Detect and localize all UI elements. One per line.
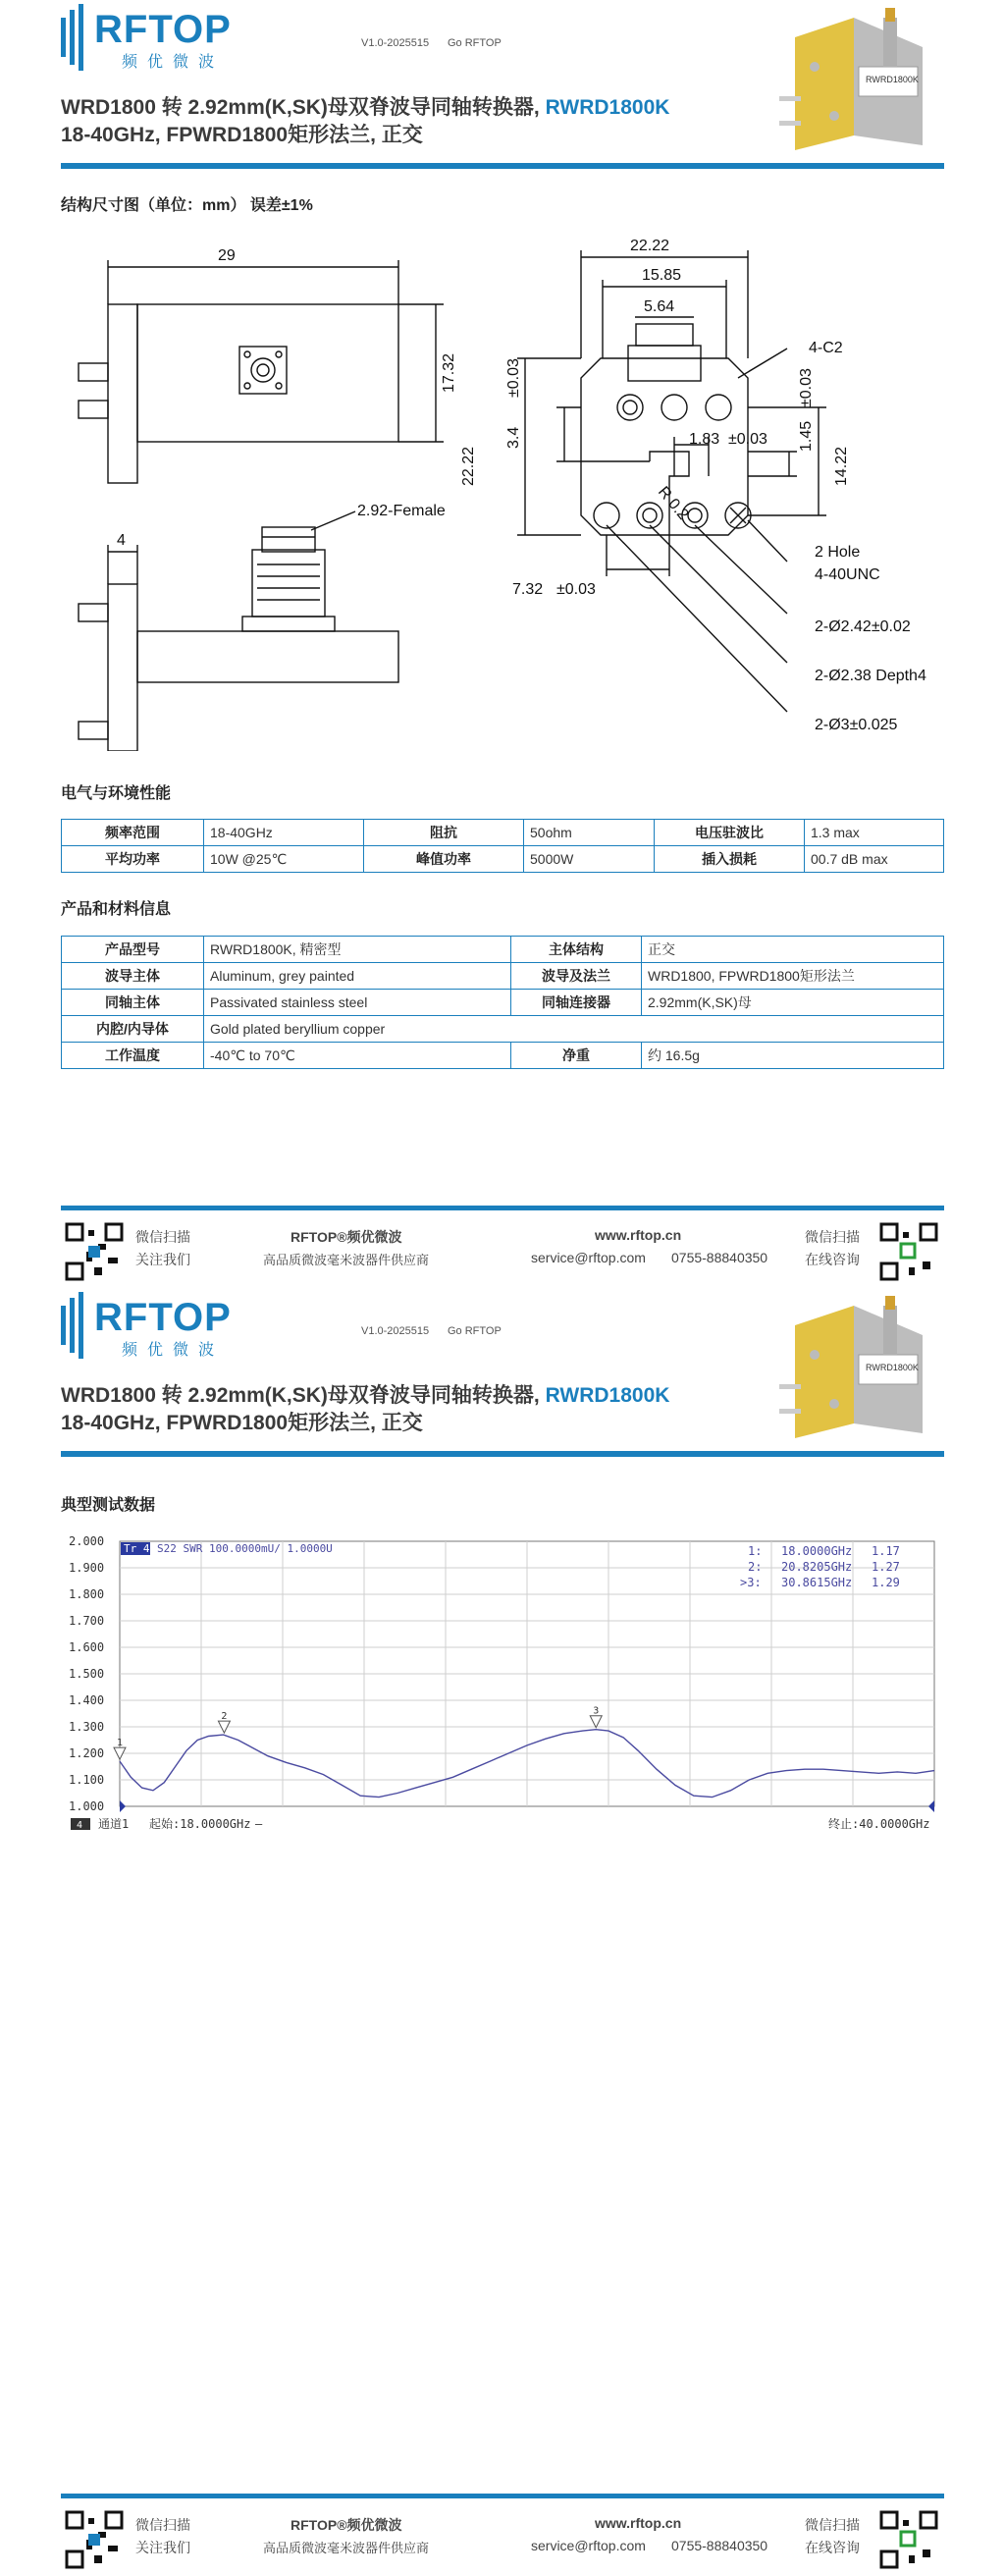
- title-prefix: WRD1800 转 2.92mm(K,SK)母双脊波导同轴转换器,: [61, 1384, 546, 1407]
- wechat-line2: 关注我们: [135, 2540, 190, 2555]
- marker-id: 1:: [748, 1544, 763, 1558]
- cell: 50ohm: [524, 820, 655, 846]
- marker-value: 1.27: [872, 1560, 900, 1574]
- slogan: 高品质微波毫米波器件供应商: [263, 2541, 430, 2555]
- version: V1.0-2025515: [361, 37, 430, 49]
- dim-1-45: 1.45: [798, 420, 815, 452]
- trace-label: S22 SWR 100.0000mU/ 1.0000U: [157, 1542, 333, 1555]
- electrical-title: 电气与环境性能: [61, 785, 172, 802]
- y-tick-label: 1.700: [69, 1614, 105, 1628]
- dim-15-85: 15.85: [642, 267, 682, 284]
- cell: 峰值功率: [364, 846, 524, 873]
- cell: 正交: [642, 937, 944, 963]
- cell: 18-40GHz: [204, 820, 364, 846]
- cell: 阻抗: [364, 820, 524, 846]
- marker-freq: 20.8205GHz: [781, 1560, 853, 1574]
- table-row: [62, 1043, 944, 1069]
- cell: 波导主体: [62, 963, 204, 990]
- cell: 2.92mm(K,SK)母: [642, 990, 944, 1016]
- y-tick-label: 1.000: [69, 1799, 105, 1813]
- product-label: RWRD1800K: [866, 1363, 919, 1372]
- y-tick-label: 1.400: [69, 1693, 105, 1707]
- y-tick-label: 1.500: [69, 1667, 105, 1681]
- consult-line2: 在线咨询: [805, 1252, 860, 1267]
- qr-code-icon[interactable]: [879, 2510, 938, 2569]
- trace-tag: Tr 4: [124, 1542, 150, 1555]
- dim-29: 29: [218, 247, 236, 264]
- cell: 插入损耗: [655, 846, 805, 873]
- cell: 主体结构: [511, 937, 642, 963]
- logo-text: RFTOP: [94, 1296, 232, 1339]
- y-tick-label: 1.900: [69, 1561, 105, 1575]
- cell: 10W @25℃: [204, 846, 364, 873]
- version: V1.0-2025515: [361, 1325, 430, 1337]
- cell: Passivated stainless steel: [204, 990, 511, 1016]
- logo-cn: 频优微波: [122, 54, 225, 71]
- logo-mark-icon: [61, 4, 90, 73]
- marker-freq: 18.0000GHz: [781, 1544, 853, 1558]
- marker-value: 1.17: [872, 1544, 900, 1558]
- product-label: RWRD1800K: [866, 75, 919, 84]
- dim-unc: 4-40UNC: [815, 566, 880, 583]
- slogan: 高品质微波毫米波器件供应商: [263, 1253, 430, 1267]
- footer-bar: [61, 2494, 944, 2498]
- stop-freq: 终止:40.0000GHz: [828, 1817, 930, 1831]
- marker-value: 1.29: [872, 1576, 900, 1589]
- cell: 00.7 dB max: [805, 846, 944, 873]
- cell: 1.3 max: [805, 820, 944, 846]
- header-bar: [61, 163, 944, 169]
- dim-4: 4: [117, 532, 126, 549]
- y-tick-label: 1.100: [69, 1773, 105, 1787]
- electrical-table: [61, 819, 944, 873]
- dim-22-22a: 22.22: [630, 238, 670, 254]
- dim-1-83: 1.83: [689, 431, 720, 448]
- phone: 0755-88840350: [671, 1250, 768, 1265]
- table-row: [62, 820, 944, 846]
- dim-14-22: 14.22: [833, 446, 850, 486]
- dim-0-03-v: ±0.03: [798, 368, 815, 407]
- title-prefix: WRD1800 转 2.92mm(K,SK)母双脊波导同轴转换器,: [61, 96, 546, 119]
- site-link[interactable]: www.rftop.cn: [595, 2515, 682, 2531]
- logo-mark-icon: [61, 1292, 90, 1361]
- cell: Gold plated beryllium copper: [204, 1016, 944, 1043]
- page-title: [61, 1382, 669, 1410]
- dim-p3: 2-Ø3±0.025: [815, 717, 898, 733]
- y-tick-label: 1.600: [69, 1640, 105, 1654]
- dim-c2: 4-C2: [809, 340, 843, 356]
- marker-id: >3:: [740, 1576, 762, 1589]
- swr-chart: [61, 1531, 944, 1846]
- product-image: [775, 1296, 942, 1443]
- qr-code-icon[interactable]: [65, 1222, 124, 1281]
- structure-title: 结构尺寸图（单位：mm） 误差±1%: [61, 197, 313, 214]
- consult-line2: 在线咨询: [805, 2540, 860, 2555]
- table-row: [62, 846, 944, 873]
- cell: 内腔/内导体: [62, 1016, 204, 1043]
- page-subtitle: 18-40GHz, FPWRD1800矩形法兰, 正交: [61, 1412, 423, 1434]
- logo: [61, 4, 90, 78]
- dim-7-32: 7.32: [512, 581, 544, 598]
- brand: RFTOP®频优微波: [291, 1229, 402, 1245]
- dim-r02: R 0.2: [654, 483, 692, 523]
- y-tick-label: 1.200: [69, 1746, 105, 1760]
- wechat-line1: 微信扫描: [135, 2517, 190, 2533]
- dim-p242: 2-Ø2.42±0.02: [815, 618, 911, 635]
- structure-drawing: [61, 221, 944, 751]
- dim-5-64: 5.64: [644, 298, 675, 315]
- qr-code-icon[interactable]: [879, 1222, 938, 1281]
- table-row: [62, 963, 944, 990]
- test-title: 典型测试数据: [61, 1497, 156, 1514]
- brand: RFTOP®频优微波: [291, 2517, 402, 2533]
- logo-text: RFTOP: [94, 8, 232, 51]
- cell: -40℃ to 70℃: [204, 1043, 511, 1069]
- dim-3-4: 3.4: [505, 426, 522, 449]
- cell: 净重: [511, 1043, 642, 1069]
- cell: WRD1800, FPWRD1800矩形法兰: [642, 963, 944, 990]
- cell: 工作温度: [62, 1043, 204, 1069]
- range-dash: —: [255, 1817, 263, 1831]
- cell: 平均功率: [62, 846, 204, 873]
- table-row: [62, 990, 944, 1016]
- y-tick-label: 1.800: [69, 1587, 105, 1601]
- channel: 通道1: [98, 1817, 130, 1831]
- marker-freq: 30.8615GHz: [781, 1576, 853, 1589]
- table-row: [62, 937, 944, 963]
- dim-p238: 2-Ø2.38 Depth4: [815, 668, 926, 684]
- logo-cn: 频优微波: [122, 1342, 225, 1359]
- materials-title: 产品和材料信息: [61, 901, 172, 918]
- page-2: [0, 1288, 1005, 2576]
- cell: Aluminum, grey painted: [204, 963, 511, 990]
- start-freq: 起始:18.0000GHz: [149, 1817, 251, 1831]
- marker-label: 1: [117, 1738, 124, 1749]
- consult-line1: 微信扫描: [805, 2517, 860, 2533]
- channel-tag: 4: [77, 1820, 83, 1831]
- cell: 频率范围: [62, 820, 204, 846]
- cell: 约 16.5g: [642, 1043, 944, 1069]
- go-rftop: Go RFTOP: [448, 37, 502, 49]
- dim-female: 2.92-Female: [357, 503, 446, 519]
- header-bar: [61, 1451, 944, 1457]
- cell: 5000W: [524, 846, 655, 873]
- phone: 0755-88840350: [671, 2538, 768, 2553]
- page-subtitle: 18-40GHz, FPWRD1800矩形法兰, 正交: [61, 124, 423, 146]
- cell: RWRD1800K, 精密型: [204, 937, 511, 963]
- email-link[interactable]: service@rftop.com: [531, 2538, 646, 2553]
- logo: [61, 1292, 90, 1366]
- title-model: RWRD1800K: [545, 1384, 670, 1407]
- dim-22-22b: 22.22: [460, 446, 477, 486]
- email-link[interactable]: service@rftop.com: [531, 1250, 646, 1265]
- cell: 电压驻波比: [655, 820, 805, 846]
- page-title: [61, 94, 669, 122]
- table-row: [62, 1016, 944, 1043]
- y-tick-label: 1.300: [69, 1720, 105, 1734]
- cell: 产品型号: [62, 937, 204, 963]
- consult-line1: 微信扫描: [805, 1229, 860, 1245]
- cell: 波导及法兰: [511, 963, 642, 990]
- product-image: [775, 8, 942, 155]
- dim-0-03-c: ±0.03: [728, 431, 767, 448]
- go-rftop: Go RFTOP: [448, 1325, 502, 1337]
- y-tick-label: 2.000: [69, 1534, 105, 1548]
- marker-id: 2:: [748, 1560, 763, 1574]
- wechat-line2: 关注我们: [135, 1252, 190, 1267]
- qr-code-icon[interactable]: [65, 2510, 124, 2569]
- wechat-line1: 微信扫描: [135, 1229, 190, 1245]
- dim-0-03-d: ±0.03: [556, 581, 596, 598]
- cell: 同轴主体: [62, 990, 204, 1016]
- cell: 同轴连接器: [511, 990, 642, 1016]
- footer-bar: [61, 1206, 944, 1210]
- materials-table: [61, 936, 944, 1069]
- dim-0-03-b: ±0.03: [505, 358, 522, 398]
- marker-label: 2: [221, 1711, 228, 1723]
- dim-hole: 2 Hole: [815, 544, 861, 561]
- site-link[interactable]: www.rftop.cn: [595, 1227, 682, 1243]
- title-model: RWRD1800K: [545, 96, 670, 119]
- marker-label: 3: [593, 1705, 600, 1717]
- dim-17-32: 17.32: [441, 352, 457, 393]
